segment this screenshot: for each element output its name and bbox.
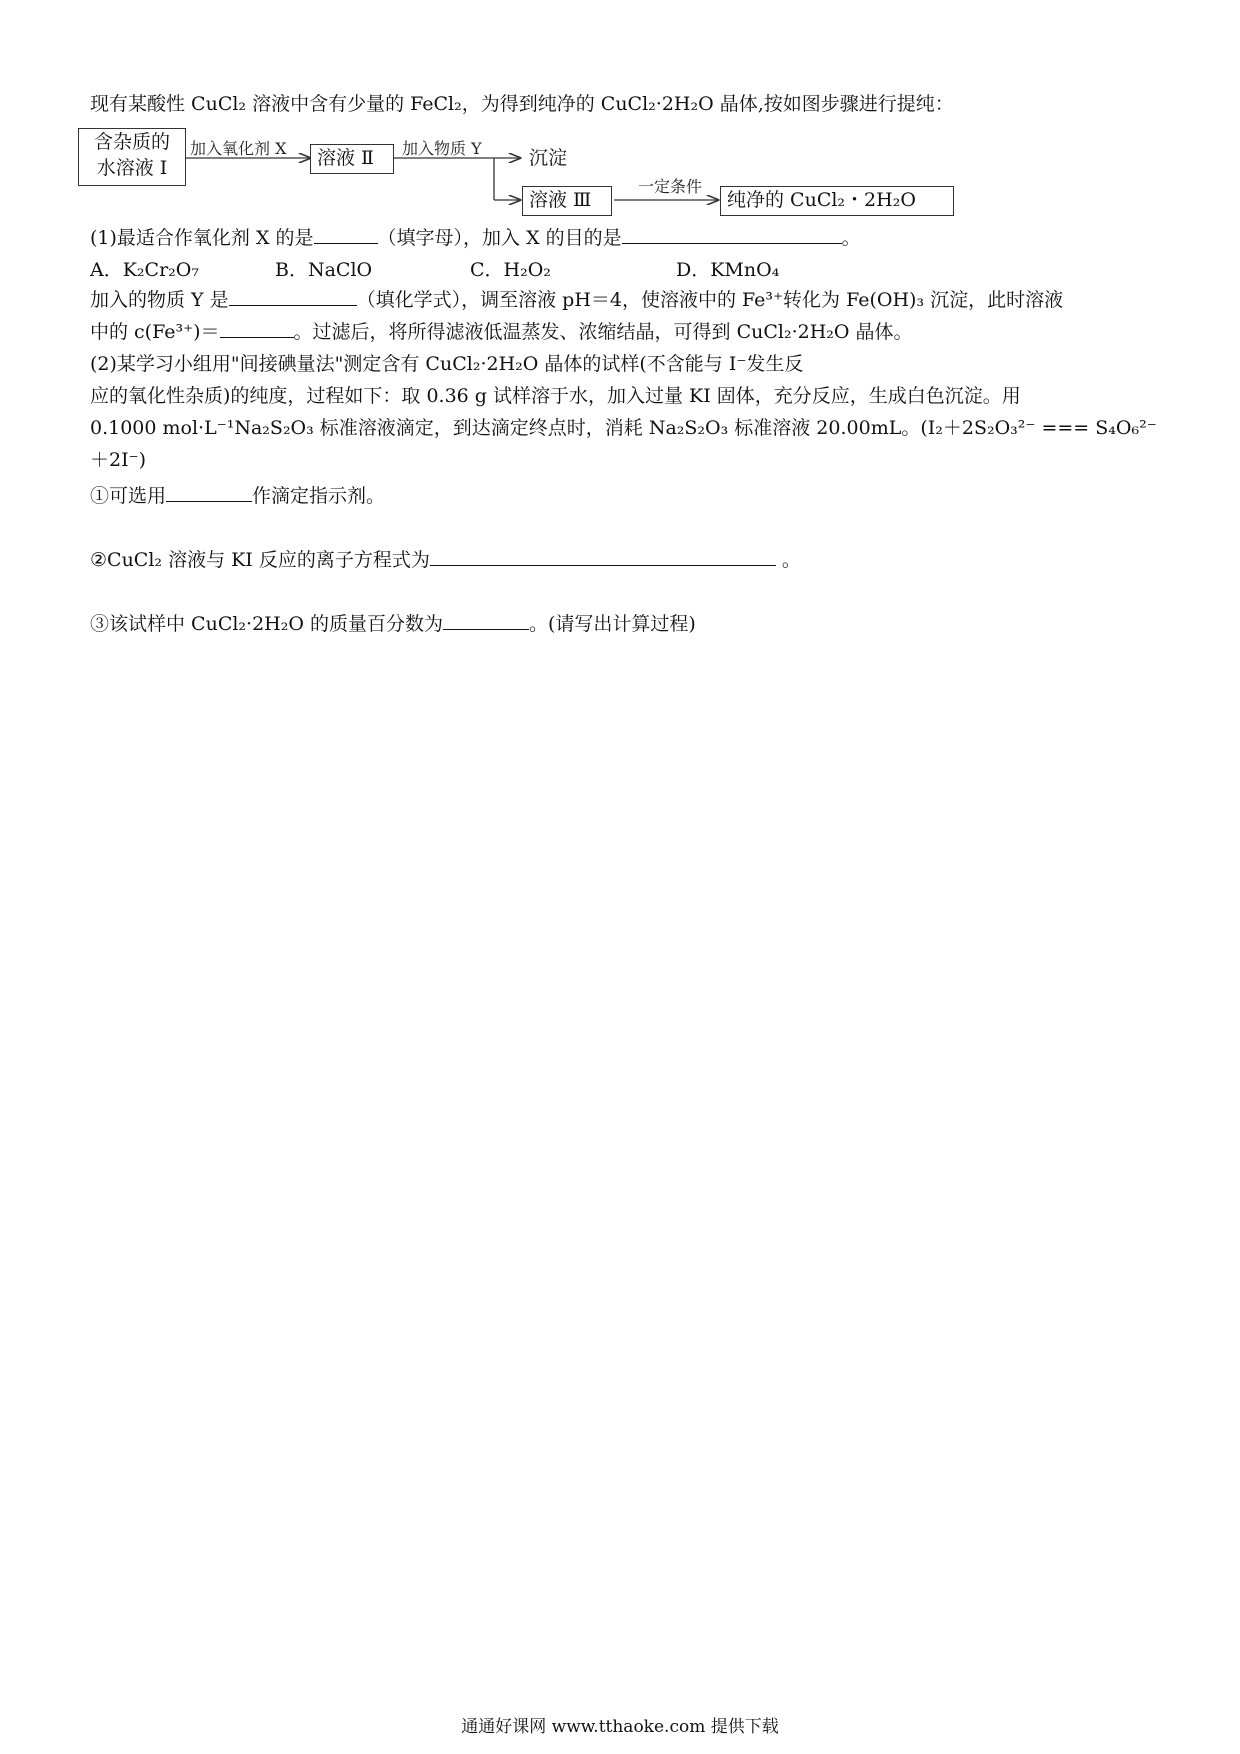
q1-fe-line bbox=[90, 318, 913, 346]
q2-line1: (2)某学习小组用"间接碘量法"测定含有 CuCl₂·2H₂O 晶体的试样(不含能与 I⁻发生反 bbox=[90, 353, 804, 375]
q2-sub3-suffix: 。(请写出计算过程) bbox=[528, 613, 696, 635]
q2-line4: ＋2I⁻) bbox=[90, 449, 147, 471]
q2-sub1 bbox=[90, 482, 385, 510]
q1-answer-blank-y[interactable] bbox=[229, 287, 357, 306]
option-a[interactable]: A．K₂Cr₂O₇ bbox=[90, 259, 199, 281]
q2-sub1-suffix: 作滴定指示剂。 bbox=[252, 485, 386, 507]
q1-fe-description: 。过滤后，将所得滤液低温蒸发、浓缩结晶，可得到 CuCl₂·2H₂O 晶体。 bbox=[293, 321, 913, 343]
flow-box-solution2: 溶液 Ⅱ bbox=[310, 144, 394, 174]
flow-box-impure-solution-line2: 水溶液 Ⅰ bbox=[96, 157, 168, 179]
arrow-label-condition: 一定条件 bbox=[638, 177, 703, 196]
q1-fe-prompt: 中的 c(Fe³⁺)＝ bbox=[90, 321, 220, 343]
option-d[interactable]: D．KMnO₄ bbox=[676, 259, 780, 281]
q2-sub3-prompt: ③该试样中 CuCl₂·2H₂O 的质量百分数为 bbox=[90, 613, 443, 635]
intro-text: 现有某酸性 CuCl₂ 溶液中含有少量的 FeCl₂，为得到纯净的 CuCl₂·2H₂O 晶体,按如图步骤进行提纯： bbox=[90, 93, 954, 115]
q1-y-description: （填化学式），调至溶液 pH＝4，使溶液中的 Fe³⁺转化为 Fe(OH)₃ 沉淀，此时溶液 bbox=[356, 289, 1064, 311]
flow-box-precipitate: 沉淀 bbox=[522, 144, 588, 174]
q1-y-line bbox=[90, 286, 1063, 314]
flow-arrows bbox=[0, 0, 1240, 230]
q1-answer-blank-purpose[interactable] bbox=[622, 225, 842, 244]
q1-line bbox=[90, 224, 861, 252]
flow-box-solution3: 溶液 Ⅲ bbox=[522, 186, 612, 216]
q1-purpose-prompt: （填字母），加入 X 的目的是 bbox=[377, 227, 622, 249]
flow-box-impure-solution-line1: 含杂质的 bbox=[93, 131, 170, 153]
q2-sub1-prompt: ①可选用 bbox=[90, 485, 167, 507]
option-c[interactable]: C．H₂O₂ bbox=[470, 259, 551, 281]
q2-sub3 bbox=[90, 610, 696, 638]
q2-sub3-answer-blank[interactable] bbox=[443, 611, 529, 630]
q1-period: 。 bbox=[841, 227, 861, 249]
q2-sub2-suffix: 。 bbox=[775, 549, 801, 571]
q1-answer-blank-x[interactable] bbox=[314, 225, 378, 244]
q2-sub1-answer-blank[interactable] bbox=[166, 483, 252, 502]
q1-answer-blank-fe[interactable] bbox=[220, 319, 294, 338]
flow-box-pure-product: 纯净的 CuCl₂・2H₂O bbox=[720, 186, 954, 216]
q2-sub2-answer-blank[interactable] bbox=[430, 547, 776, 566]
q2-sub2 bbox=[90, 546, 801, 574]
q2-line3: 0.1000 mol·L⁻¹Na₂S₂O₃ 标准溶液滴定，到达滴定终点时，消耗 Na₂S₂O₃ 标准溶液 20.00mL。(I₂＋2S₂O₃²⁻ === S₄O₆²⁻ bbox=[90, 417, 1157, 439]
arrow-label-add-y: 加入物质 Y bbox=[402, 139, 482, 158]
page-footer: 通通好课网 www.tthaoke.com 提供下载 bbox=[461, 1717, 779, 1737]
option-b[interactable]: B．NaClO bbox=[275, 259, 373, 281]
q2-line2: 应的氧化性杂质)的纯度，过程如下：取 0.36 g 试样溶于水，加入过量 KI 固体，充分反应，生成白色沉淀。用 bbox=[90, 385, 1021, 407]
q1-y-prompt: 加入的物质 Y 是 bbox=[90, 289, 229, 311]
q1-prompt: (1)最适合作氧化剂 X 的是 bbox=[90, 227, 314, 249]
arrow-label-oxidant: 加入氧化剂 X bbox=[190, 139, 287, 158]
q2-sub2-prompt: ②CuCl₂ 溶液与 KI 反应的离子方程式为 bbox=[90, 549, 430, 571]
